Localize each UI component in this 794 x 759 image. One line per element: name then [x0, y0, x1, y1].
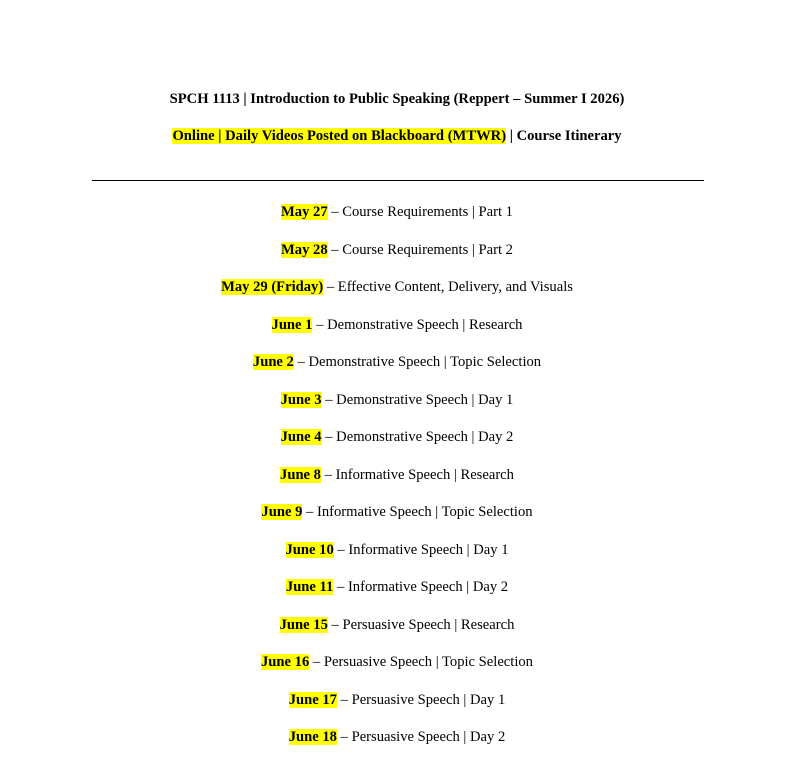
schedule-date: June 16 — [261, 654, 310, 670]
schedule-item — [0, 316, 794, 334]
schedule-description: – Demonstrative Speech | Research — [312, 316, 523, 333]
schedule-date: June 18 — [288, 729, 337, 745]
schedule-description: – Course Requirements | Part 2 — [327, 241, 513, 258]
subtitle-rest: | Course Itinerary — [506, 128, 622, 144]
schedule-item — [0, 578, 794, 596]
schedule-description: – Demonstrative Speech | Day 2 — [321, 429, 514, 445]
schedule-item — [0, 728, 794, 746]
schedule-item — [0, 466, 794, 484]
schedule-item — [0, 241, 794, 259]
schedule-date: June 17 — [288, 691, 337, 708]
schedule-date: June 15 — [279, 616, 328, 633]
schedule-description: – Informative Speech | Day 1 — [333, 541, 509, 558]
schedule-item — [0, 428, 794, 446]
schedule-item — [0, 616, 794, 634]
schedule-description: – Demonstrative Speech | Topic Selection — [293, 354, 542, 370]
schedule-description: – Informative Speech | Research — [320, 466, 514, 483]
schedule-description: – Course Requirements | Part 1 — [327, 204, 513, 220]
schedule-date: June 3 — [280, 391, 322, 408]
schedule-date: June 2 — [252, 354, 294, 370]
schedule-date: May 27 — [281, 204, 328, 220]
schedule-date: May 28 — [281, 241, 328, 258]
schedule-item — [0, 541, 794, 559]
schedule-description: – Persuasive Speech | Topic Selection — [309, 654, 533, 670]
subtitle-highlight: Online | Daily Videos Posted on Blackboard (MTWR) — [172, 128, 507, 144]
schedule-description: – Informative Speech | Topic Selection — [302, 504, 533, 520]
schedule-item — [0, 278, 794, 296]
schedule-item — [0, 391, 794, 409]
schedule-description: – Persuasive Speech | Day 2 — [336, 729, 506, 745]
schedule-date: June 11 — [285, 579, 334, 595]
schedule-description: – Persuasive Speech | Research — [327, 616, 515, 633]
schedule-item — [0, 653, 794, 671]
schedule-description: – Effective Content, Delivery, and Visuals — [323, 279, 573, 295]
schedule-item — [0, 353, 794, 371]
document-title: SPCH 1113 | Introduction to Public Speaking (Reppert – Summer I 2026) — [169, 91, 625, 107]
schedule-date: May 29 (Friday) — [221, 279, 324, 295]
schedule-item — [0, 691, 794, 709]
schedule-description: – Informative Speech | Day 2 — [333, 579, 509, 595]
schedule-date: June 1 — [271, 316, 313, 333]
schedule-description: – Demonstrative Speech | Day 1 — [321, 391, 514, 408]
horizontal-rule — [92, 180, 704, 181]
document-subtitle — [0, 127, 794, 145]
schedule-date: June 10 — [285, 541, 334, 558]
schedule-date: June 8 — [280, 466, 321, 483]
schedule-description: – Persuasive Speech | Day 1 — [336, 691, 506, 708]
schedule-item — [0, 203, 794, 221]
schedule-date: June 9 — [261, 504, 303, 520]
schedule-item — [0, 503, 794, 521]
schedule-date: June 4 — [280, 429, 322, 445]
